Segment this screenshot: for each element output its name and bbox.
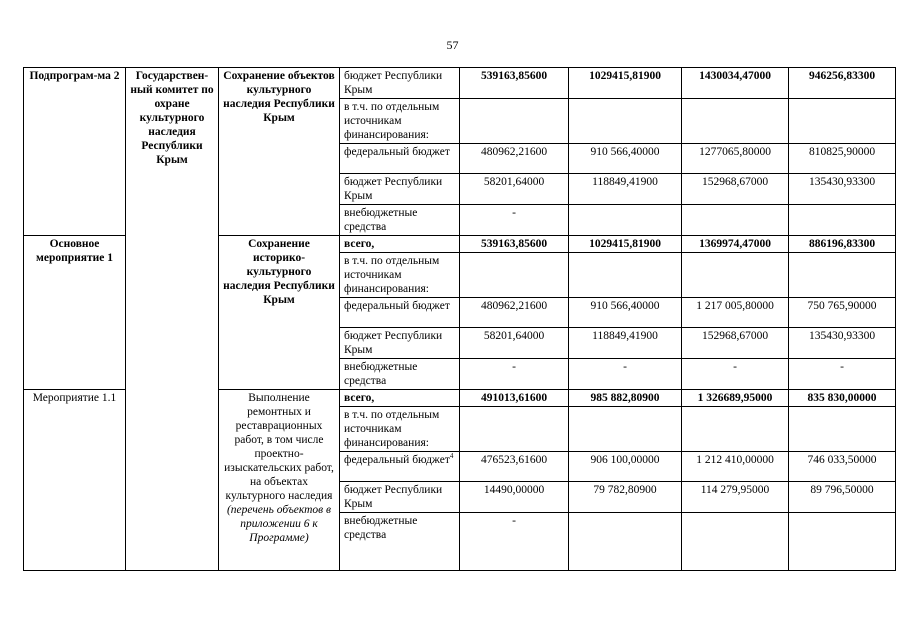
- value-cell: [682, 407, 789, 452]
- value-cell: -: [460, 513, 569, 571]
- value-cell: [682, 513, 789, 571]
- activity-title-note: (перечень объектов в приложении 6 к Программе): [226, 504, 332, 544]
- value-cell: -: [789, 359, 896, 390]
- value-cell: 1430034,47000: [682, 68, 789, 99]
- value-cell: [682, 99, 789, 144]
- value-cell: [569, 407, 682, 452]
- source-cell: внебюджетные средства: [340, 205, 460, 236]
- value-cell: 14490,00000: [460, 482, 569, 513]
- activity-title-cell: [219, 390, 340, 571]
- value-cell: 1029415,81900: [569, 68, 682, 99]
- executor-cell: Государствен-ный комитет по охране культурного наследия Республики Крым: [126, 68, 219, 571]
- source-cell: всего,: [340, 236, 460, 253]
- value-cell: 152968,67000: [682, 328, 789, 359]
- activity-title-text: Выполнение ремонтных и реставрационных работ, в том числе проектно-изыскательских работ, на объектах культурного наследия: [224, 392, 334, 502]
- program-name-cell: Подпрограм-ма 2: [24, 68, 126, 236]
- value-cell: [682, 253, 789, 298]
- value-cell: 1 212 410,00000: [682, 452, 789, 482]
- value-cell: 58201,64000: [460, 328, 569, 359]
- source-cell: в т.ч. по отдельным источникам финансирования:: [340, 253, 460, 298]
- financing-table: [23, 67, 896, 571]
- source-cell: федеральный бюджет: [340, 144, 460, 174]
- value-cell: 135430,93300: [789, 328, 896, 359]
- value-cell: 1277065,80000: [682, 144, 789, 174]
- value-cell: -: [682, 359, 789, 390]
- value-cell: 480962,21600: [460, 298, 569, 328]
- value-cell: 946256,83300: [789, 68, 896, 99]
- value-cell: 539163,85600: [460, 68, 569, 99]
- value-cell: [569, 253, 682, 298]
- value-cell: 910 566,40000: [569, 144, 682, 174]
- value-cell: [460, 407, 569, 452]
- value-cell: 114 279,95000: [682, 482, 789, 513]
- source-cell: федеральный бюджет: [340, 298, 460, 328]
- page-number: 57: [446, 38, 459, 52]
- value-cell: 491013,61600: [460, 390, 569, 407]
- source-cell: бюджет Республики Крым: [340, 482, 460, 513]
- value-cell: 89 796,50000: [789, 482, 896, 513]
- source-cell: бюджет Республики Крым: [340, 328, 460, 359]
- value-cell: 810825,90000: [789, 144, 896, 174]
- source-text: федеральный бюджет: [344, 454, 450, 466]
- source-cell: в т.ч. по отдельным источникам финансирования:: [340, 407, 460, 452]
- value-cell: 746 033,50000: [789, 452, 896, 482]
- value-cell: [682, 205, 789, 236]
- value-cell: [789, 205, 896, 236]
- value-cell: 476523,61600: [460, 452, 569, 482]
- value-cell: -: [460, 205, 569, 236]
- value-cell: -: [569, 359, 682, 390]
- value-cell: 135430,93300: [789, 174, 896, 205]
- source-cell: бюджет Республики Крым: [340, 68, 460, 99]
- value-cell: 118849,41900: [569, 174, 682, 205]
- table-row: [24, 68, 896, 99]
- value-cell: [569, 99, 682, 144]
- source-cell: в т.ч. по отдельным источникам финансирования:: [340, 99, 460, 144]
- value-cell: [789, 99, 896, 144]
- source-cell: всего,: [340, 390, 460, 407]
- value-cell: -: [460, 359, 569, 390]
- source-cell: внебюджетные средства: [340, 513, 460, 571]
- value-cell: 1 217 005,80000: [682, 298, 789, 328]
- main-activity-cell: Основное мероприятие 1: [24, 236, 126, 390]
- value-cell: 1029415,81900: [569, 236, 682, 253]
- value-cell: 910 566,40000: [569, 298, 682, 328]
- footnote-marker: 4: [449, 452, 454, 461]
- value-cell: [789, 407, 896, 452]
- value-cell: 835 830,00000: [789, 390, 896, 407]
- source-cell: бюджет Республики Крым: [340, 174, 460, 205]
- value-cell: [460, 99, 569, 144]
- value-cell: 58201,64000: [460, 174, 569, 205]
- program-title-cell: Сохранение объектов культурного наследия Республики Крым: [219, 68, 340, 236]
- value-cell: 152968,67000: [682, 174, 789, 205]
- value-cell: 750 765,90000: [789, 298, 896, 328]
- value-cell: [569, 205, 682, 236]
- value-cell: [460, 253, 569, 298]
- value-cell: 480962,21600: [460, 144, 569, 174]
- value-cell: 886196,83300: [789, 236, 896, 253]
- value-cell: 1 326689,95000: [682, 390, 789, 407]
- source-cell: внебюджетные средства: [340, 359, 460, 390]
- value-cell: [789, 253, 896, 298]
- value-cell: [789, 513, 896, 571]
- value-cell: 985 882,80900: [569, 390, 682, 407]
- value-cell: 1369974,47000: [682, 236, 789, 253]
- value-cell: 906 100,00000: [569, 452, 682, 482]
- value-cell: 539163,85600: [460, 236, 569, 253]
- source-cell: [340, 452, 460, 482]
- value-cell: 118849,41900: [569, 328, 682, 359]
- value-cell: [569, 513, 682, 571]
- main-activity-title-cell: Сохранение историко-культурного наследия Республики Крым: [219, 236, 340, 390]
- activity-cell: Мероприятие 1.1: [24, 390, 126, 571]
- value-cell: 79 782,80900: [569, 482, 682, 513]
